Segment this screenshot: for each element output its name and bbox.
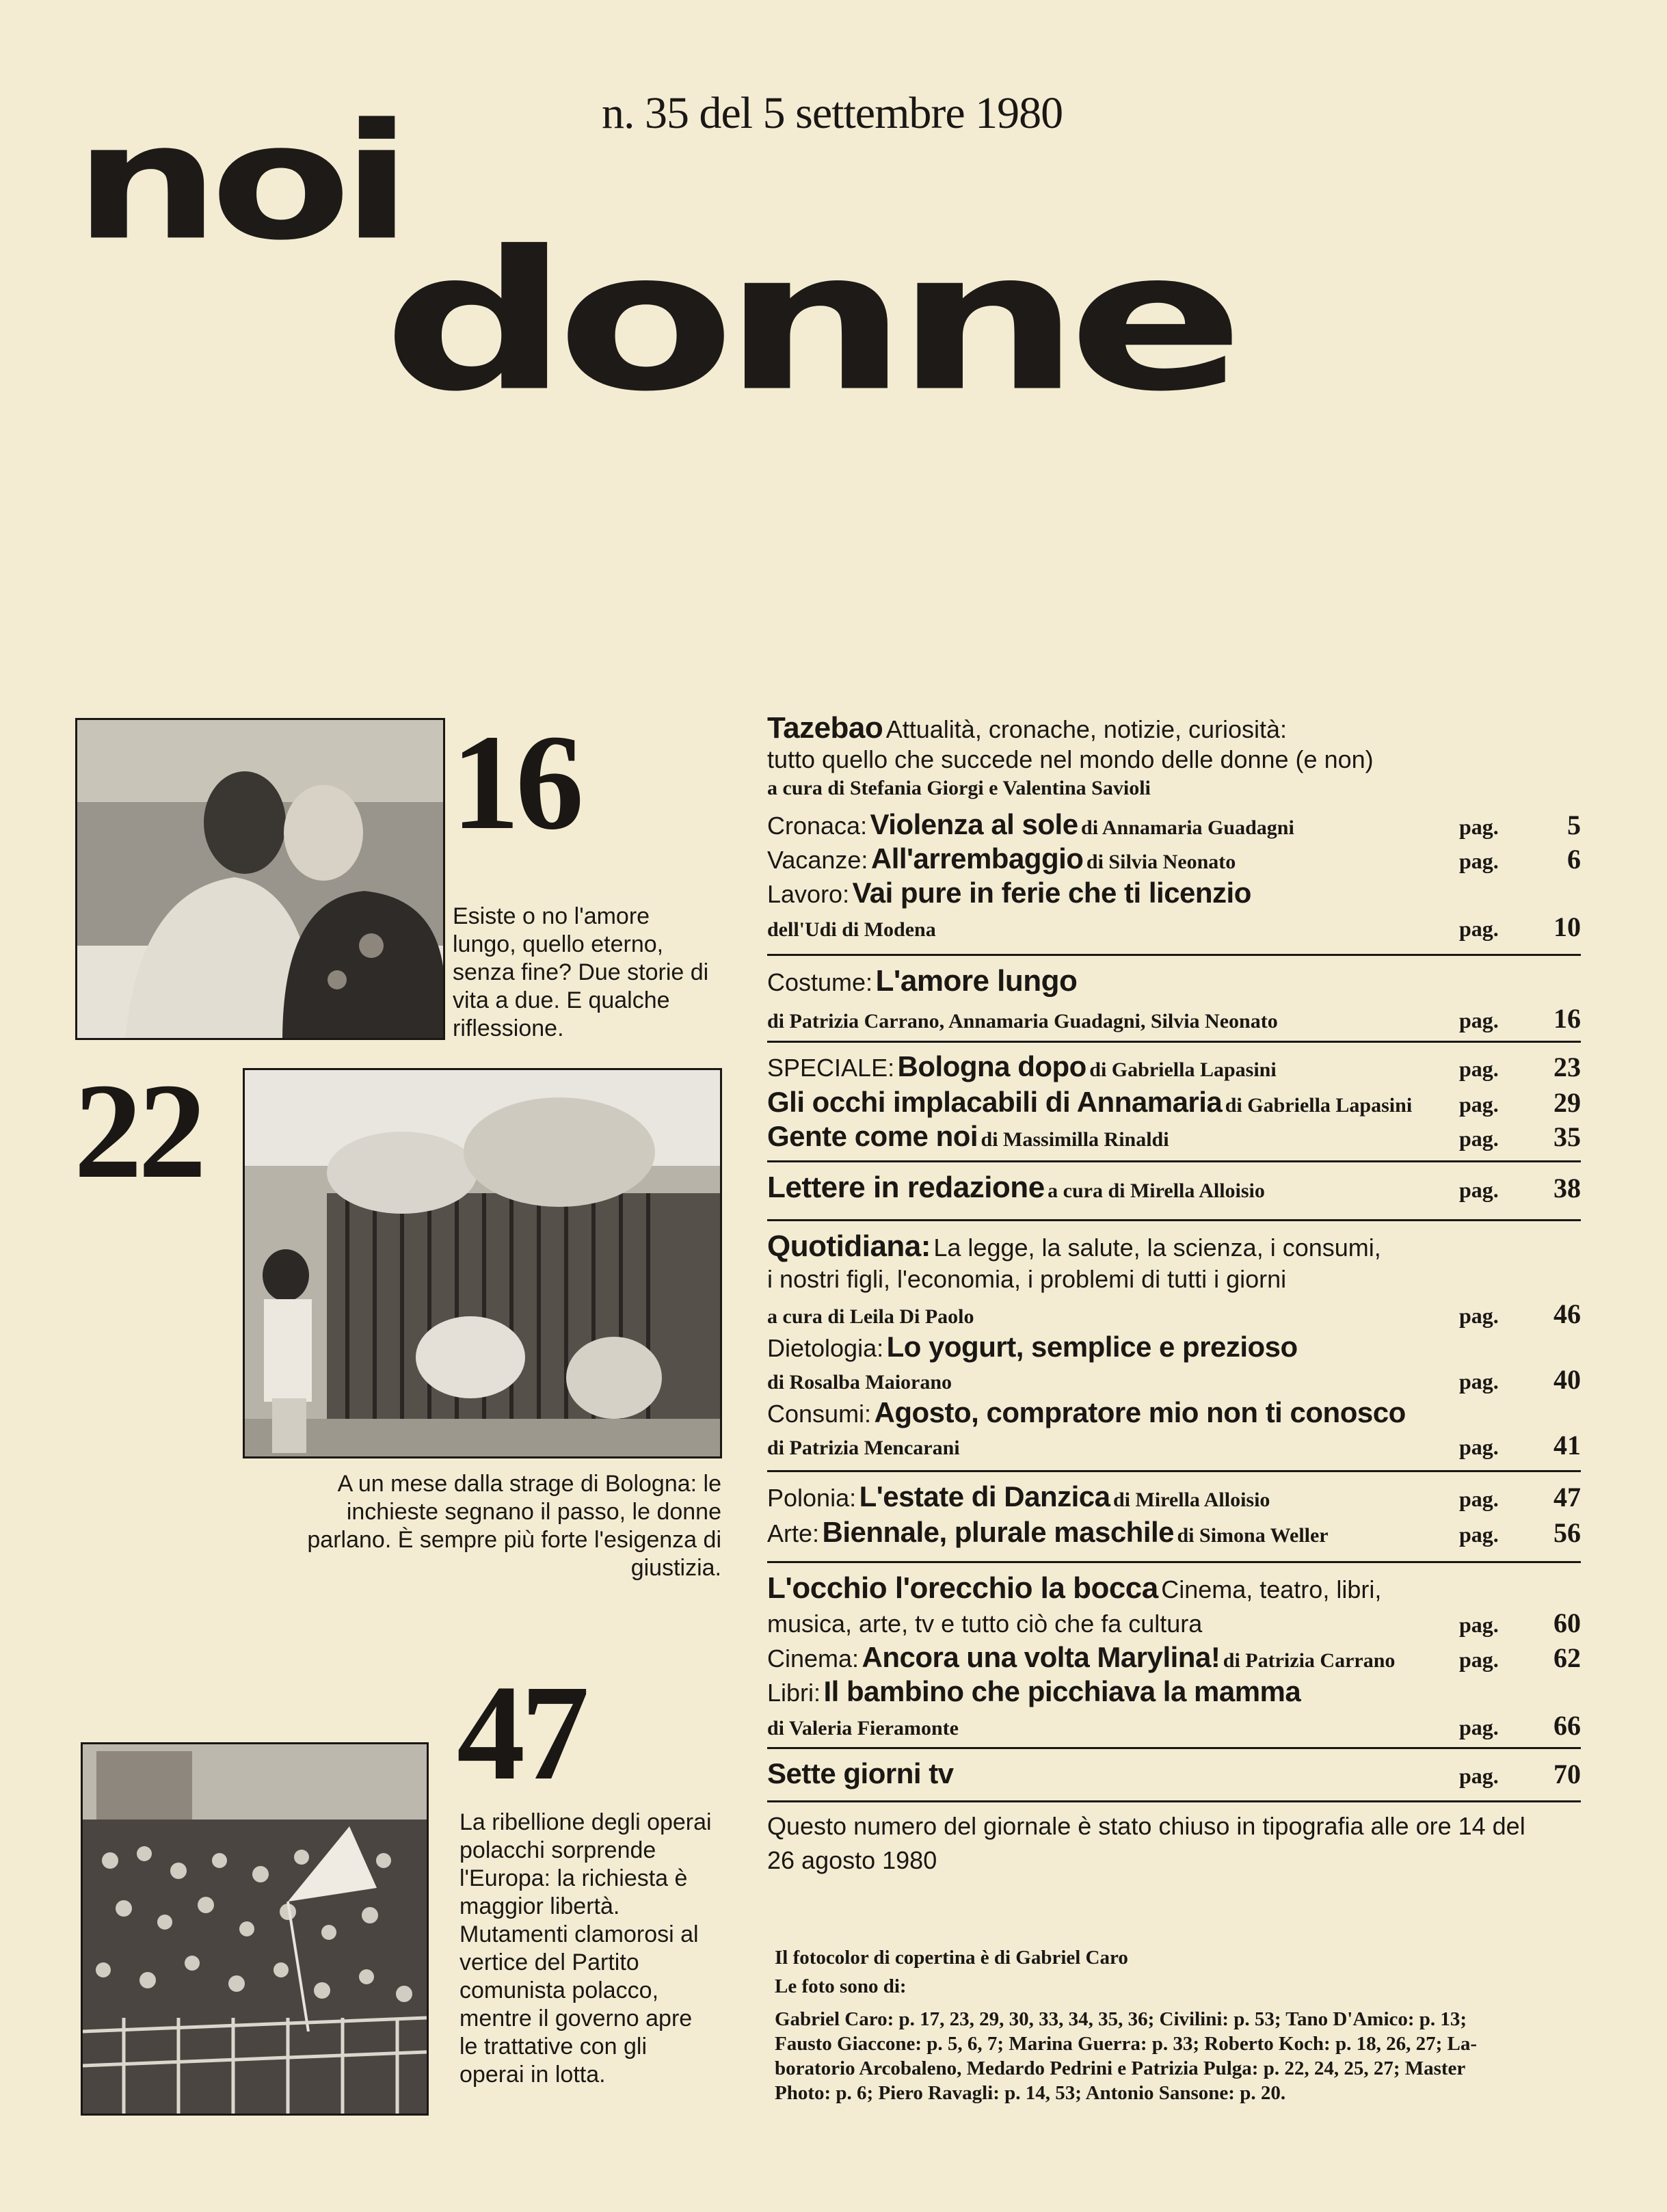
toc-entry-continued xyxy=(767,911,1581,942)
divider xyxy=(767,1747,1581,1749)
entry-page: 16 xyxy=(1553,1003,1581,1034)
entry-author: di Silvia Neonato xyxy=(1086,851,1236,873)
entry-label: Dietologia: xyxy=(767,1334,884,1362)
section-desc: La legge, la salute, la scienza, i consumi, xyxy=(933,1234,1381,1262)
photo-credits xyxy=(775,1945,1582,2105)
section-desc: Attualità, cronache, notizie, curiosità: xyxy=(885,715,1288,743)
toc-entry xyxy=(767,1086,1581,1120)
toc-entry-continued xyxy=(767,1002,1581,1035)
toc-entry xyxy=(767,1516,1581,1551)
entry-author: di Gabriella Lapasini xyxy=(1225,1094,1413,1117)
feature-caption-22: A un mese dalla strage di Bologna: le inchieste segnano il passo, le donne parlano. È sempre più forte l'esigenza di giustizia. xyxy=(307,1471,721,1581)
entry-author: di Valeria Fieramonte xyxy=(767,1717,959,1740)
divider xyxy=(767,954,1581,956)
toc-entry xyxy=(767,1641,1581,1675)
toc-tazebao-curators xyxy=(767,777,1581,808)
entry-page: 46 xyxy=(1553,1298,1581,1329)
pag-label: pag. xyxy=(1459,1303,1499,1328)
entry-page: 23 xyxy=(1553,1052,1581,1082)
pag-label: pag. xyxy=(1459,1126,1499,1151)
toc-entry xyxy=(767,1050,1581,1086)
entry-title: Lo yogurt, semplice e prezioso xyxy=(886,1331,1298,1363)
entry-label: Arte: xyxy=(767,1519,820,1547)
toc-tazebao xyxy=(767,711,1581,942)
entry-page: 41 xyxy=(1553,1430,1581,1461)
pag-label: pag. xyxy=(1459,1008,1499,1032)
toc-entry-continued xyxy=(767,1709,1581,1744)
entry-title: Vai pure in ferie che ti licenzio xyxy=(852,877,1251,909)
divider xyxy=(767,1470,1581,1472)
section-title: Quotidiana: xyxy=(767,1229,931,1263)
entry-label: Cronaca: xyxy=(767,812,868,840)
credit-line: Fausto Giaccone: p. 5, 6, 7; Marina Guerra: p. 33; Roberto Koch: p. 18, 26, 27; La- xyxy=(775,2033,1477,2055)
entry-page: 6 xyxy=(1567,844,1581,875)
pag-label: pag. xyxy=(1459,1522,1499,1547)
entry-page: 38 xyxy=(1553,1173,1581,1203)
photo-couple-kiss xyxy=(75,718,445,1040)
divider xyxy=(767,1160,1581,1162)
feature-caption-47: La ribellione degli operai polacchi sorprende l'Europa: la richiesta è maggior libertà. Mutamenti clamorosi al vertice del Partito comunista polacco, mentre il governo apre le trattative con gli operai in lotta. xyxy=(459,1809,712,2088)
toc-lettere xyxy=(767,1171,1581,1212)
pag-label: pag. xyxy=(1459,1647,1499,1672)
section-title: L'occhio l'orecchio la bocca xyxy=(767,1571,1158,1605)
masthead-donne: donne xyxy=(383,209,1232,434)
entry-page: 56 xyxy=(1553,1517,1581,1548)
feature-number-47: 47 xyxy=(457,1657,585,1809)
curators: a cura di Leila Di Paolo xyxy=(767,1305,974,1328)
entry-page: 47 xyxy=(1553,1482,1581,1513)
toc-entry xyxy=(767,808,1581,842)
toc-entry xyxy=(767,842,1581,877)
toc-entry xyxy=(767,1331,1581,1363)
entry-label: Libri: xyxy=(767,1679,821,1707)
toc-cultura xyxy=(767,1571,1581,1744)
toc-quotidiana-desc xyxy=(767,1265,1581,1298)
feature-number-16: 16 xyxy=(451,707,580,858)
entry-label: Lavoro: xyxy=(767,880,850,908)
entry-author: di Patrizia Carrano, Annamaria Guadagni, Silvia Neonato xyxy=(767,1010,1278,1032)
entry-title: Ancora una volta Marylina! xyxy=(862,1641,1221,1673)
entry-title: Gli occhi implacabili di Annamaria xyxy=(767,1086,1223,1118)
entry-label: Polonia: xyxy=(767,1484,857,1512)
toc-entry xyxy=(767,877,1581,911)
feature-caption-16: Esiste o no l'amore lungo, quello eterno, senza fine? Due storie di vita a due. E qualche riflessione. xyxy=(453,903,709,1041)
photos-heading: Le foto sono di: xyxy=(775,1975,907,1997)
closing-line xyxy=(767,1846,1581,1880)
toc-tazebao-header xyxy=(767,711,1581,745)
pag-label: pag. xyxy=(1459,1369,1499,1394)
section-desc: Cinema, teatro, libri, xyxy=(1161,1575,1382,1603)
entry-page: 66 xyxy=(1553,1710,1581,1741)
toc-quotidiana xyxy=(767,1229,1581,1462)
entry-author: a cura di Mirella Alloisio xyxy=(1048,1180,1265,1202)
section-title: Tazebao xyxy=(767,711,883,745)
entry-page: 5 xyxy=(1567,810,1581,840)
masthead-noi: noi xyxy=(74,89,403,276)
toc-costume xyxy=(767,964,1581,1035)
toc-speciale xyxy=(767,1050,1581,1154)
pag-label: pag. xyxy=(1459,1056,1499,1081)
closing-text: 26 agosto 1980 xyxy=(767,1846,937,1874)
entry-page: 62 xyxy=(1553,1642,1581,1673)
entry-author: di Simona Weller xyxy=(1177,1524,1329,1547)
toc-entry-continued xyxy=(767,1363,1581,1396)
entry-page: 29 xyxy=(1553,1087,1581,1118)
pag-label: pag. xyxy=(1459,1612,1499,1637)
toc-entry xyxy=(767,1757,1581,1796)
entry-title: Bologna dopo xyxy=(897,1050,1086,1082)
entry-label: Vacanze: xyxy=(767,846,868,874)
toc-entry xyxy=(767,1120,1581,1154)
entry-title: Sette giorni tv xyxy=(767,1757,954,1789)
section-desc: musica, arte, tv e tutto ciò che fa cultura xyxy=(767,1610,1203,1638)
feature-number-22: 22 xyxy=(74,1056,202,1207)
curators: a cura di Stefania Giorgi e Valentina Savioli xyxy=(767,777,1151,799)
photo-polish-workers xyxy=(81,1742,429,2116)
section-desc: i nostri figli, l'economia, i problemi di tutti i giorni xyxy=(767,1265,1287,1293)
closing-note xyxy=(767,1812,1581,1880)
divider xyxy=(767,1800,1581,1802)
entry-title: Violenza al sole xyxy=(870,808,1078,840)
divider xyxy=(767,1219,1581,1221)
pag-label: pag. xyxy=(1459,1435,1499,1459)
entry-page: 35 xyxy=(1553,1121,1581,1152)
entry-author: di Patrizia Mencarani xyxy=(767,1437,960,1459)
toc-tazebao-desc xyxy=(767,745,1581,777)
photo-bologna-memorial xyxy=(243,1068,722,1458)
pag-label: pag. xyxy=(1459,1487,1499,1511)
pag-label: pag. xyxy=(1459,849,1499,873)
entry-title: L'amore lungo xyxy=(875,964,1078,998)
entry-title: Lettere in redazione xyxy=(767,1171,1045,1204)
pag-label: pag. xyxy=(1459,814,1499,839)
entry-page: 10 xyxy=(1553,911,1581,942)
toc-quotidiana-curators xyxy=(767,1298,1581,1331)
entry-title: L'estate di Danzica xyxy=(859,1480,1110,1513)
toc-entry xyxy=(767,1675,1581,1709)
entry-label: Costume: xyxy=(767,968,873,996)
entry-author: dell'Udi di Modena xyxy=(767,918,936,941)
entry-title: All'arrembaggio xyxy=(870,842,1084,875)
toc-entry xyxy=(767,1396,1581,1429)
entry-author: di Mirella Alloisio xyxy=(1112,1489,1270,1511)
entry-title: Gente come noi xyxy=(767,1120,978,1152)
entry-page: 40 xyxy=(1553,1364,1581,1395)
entry-author: di Annamaria Guadagni xyxy=(1081,816,1294,839)
entry-page: 70 xyxy=(1553,1759,1581,1789)
pag-label: pag. xyxy=(1459,1177,1499,1202)
pag-label: pag. xyxy=(1459,1715,1499,1740)
toc-entry xyxy=(767,1171,1581,1212)
credit-line: boratorio Arcobaleno, Medardo Pedrini e Patrizia Pulga: p. 22, 24, 25, 27; Master xyxy=(775,2057,1466,2079)
toc-tv xyxy=(767,1757,1581,1796)
entry-title: Biennale, plurale maschile xyxy=(822,1516,1175,1548)
section-desc: tutto quello che succede nel mondo delle donne (e non) xyxy=(767,745,1374,773)
cover-credit: Il fotocolor di copertina è di Gabriel Caro xyxy=(775,1947,1128,1969)
toc-quotidiana-header xyxy=(767,1229,1581,1265)
toc-entry xyxy=(767,1480,1581,1516)
pag-label: pag. xyxy=(1459,1763,1499,1788)
entry-label: SPECIALE: xyxy=(767,1054,895,1082)
credit-line: Gabriel Caro: p. 17, 23, 29, 30, 33, 34, 35, 36; Civilini: p. 53; Tano D'Amico: p. 13; xyxy=(775,2008,1467,2030)
divider xyxy=(767,1041,1581,1043)
entry-page: 60 xyxy=(1553,1608,1581,1638)
entry-author: di Massimilla Rinaldi xyxy=(981,1128,1169,1151)
entry-author: di Rosalba Maiorano xyxy=(767,1371,952,1394)
toc-esteri xyxy=(767,1480,1581,1551)
entry-author: di Gabriella Lapasini xyxy=(1089,1058,1277,1081)
entry-title: Il bambino che picchiava la mamma xyxy=(823,1675,1301,1707)
divider xyxy=(767,1561,1581,1563)
toc-cultura-desc xyxy=(767,1607,1581,1641)
toc-cultura-header xyxy=(767,1571,1581,1607)
pag-label: pag. xyxy=(1459,916,1499,941)
entry-label: Consumi: xyxy=(767,1400,872,1428)
credit-line: Photo: p. 6; Piero Ravagli: p. 14, 53; Antonio Sansone: p. 20. xyxy=(775,2082,1286,2104)
toc-entry-continued xyxy=(767,1429,1581,1462)
entry-label: Cinema: xyxy=(767,1644,859,1673)
toc-entry xyxy=(767,964,1581,1002)
pag-label: pag. xyxy=(1459,1092,1499,1117)
issue-date: n. 35 del 5 settembre 1980 xyxy=(602,88,1063,138)
entry-title: Agosto, compratore mio non ti conosco xyxy=(874,1396,1406,1428)
closing-text: Questo numero del giornale è stato chiuso in tipografia alle ore 14 del xyxy=(767,1812,1525,1840)
entry-author: di Patrizia Carrano xyxy=(1223,1649,1396,1672)
closing-line xyxy=(767,1812,1581,1846)
